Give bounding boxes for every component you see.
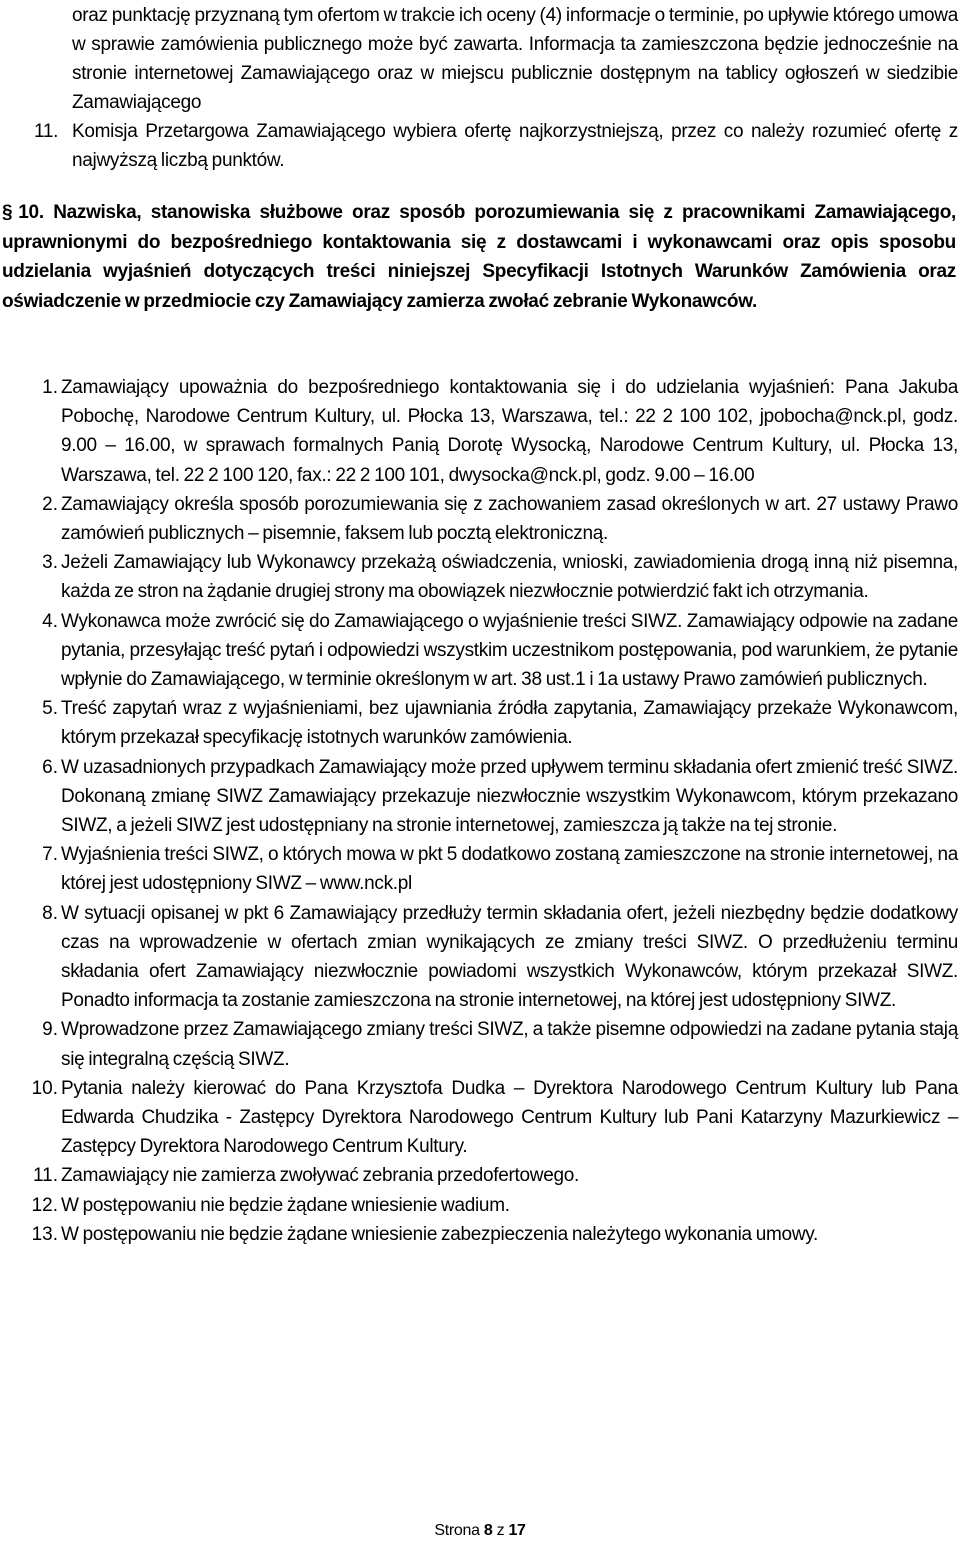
list-item bbox=[0, 548, 958, 606]
list-item-number: 4. bbox=[42, 610, 58, 632]
list-item-number: 9. bbox=[42, 1019, 58, 1041]
list-item-number: 6. bbox=[42, 756, 58, 778]
list-item bbox=[0, 607, 958, 695]
list-item-text: W uzasadnionych przypadkach Zamawiający może przed upływem terminu składania ofert zmienić treść SIWZ. Dokonaną zmianę SIWZ Zamawiający przekazuje niezwłocznie wszystkim Wykonawcom, którym przekazano SIWZ, a jeżeli SIWZ jest udostępniany na stronie internetowej, zamieszcza ją także na tej stronie. bbox=[61, 756, 958, 837]
section-number: 10. bbox=[18, 202, 44, 223]
list-item bbox=[0, 490, 958, 548]
footer-total-pages: 17 bbox=[508, 1522, 526, 1539]
list-item bbox=[0, 899, 958, 1016]
list-item-number: 12. bbox=[31, 1194, 58, 1216]
list-item-number: 5. bbox=[42, 698, 58, 720]
list-item-number: 8. bbox=[42, 902, 58, 924]
list-item-text: Treść zapytań wraz z wyjaśnieniami, bez ujawniania źródła zapytania, Zamawiający przekaże Wykonawcom, którym przekazał specyfikację istotnych warunków zamówienia. bbox=[61, 698, 958, 749]
list-item-text: W sytuacji opisanej w pkt 6 Zamawiający przedłuży termin składania ofert, jeżeli niezbędny będzie dodatkowy czas na wprowadzenie w ofertach zmian wynikających ze zmiany treści SIWZ. O przedłużeniu terminu składania ofert Zamawiający niezwłocznie powiadomi wszystkich Wykonawców, którym przekazał SIWZ. Ponadto informacja ta zostanie zamieszczona na stronie internetowej, na której jest udostępniony SIWZ. bbox=[61, 902, 958, 1012]
list-item-number: 7. bbox=[42, 844, 58, 866]
list-item bbox=[0, 373, 958, 490]
section-sign: § bbox=[2, 202, 13, 223]
list-item bbox=[0, 1074, 958, 1162]
list-item bbox=[0, 1161, 958, 1190]
footer-prefix: Strona bbox=[434, 1522, 480, 1539]
list-item-text: Jeżeli Zamawiający lub Wykonawcy przekażą oświadczenia, wnioski, zawiadomienia drogą inną niż pisemna, każda ze stron na żądanie drugiej strony ma obowiązek niezwłocznie potwierdzić fakt ich otrzymania. bbox=[61, 552, 958, 603]
list-item bbox=[0, 1191, 958, 1220]
prev-list-item bbox=[34, 117, 958, 175]
list-item-number: 3. bbox=[42, 552, 58, 574]
page-footer bbox=[0, 1522, 960, 1540]
list-item-text: Zamawiający nie zamierza zwoływać zebrania przedofertowego. bbox=[61, 1165, 579, 1187]
section-title: Nazwiska, stanowiska służbowe oraz sposób porozumiewania się z pracownikami Zamawiającego, uprawnionymi do bezpośredniego kontaktowania się z dostawcami i wykonawcami oraz opis sposobu udzielania wyjaśnień dotyczących treści niniejszej Specyfikacji Istotnych Warunków Zamówienia oraz oświadczenie w przedmiocie czy Zamawiający zamierza zwołać zebranie Wykonawców. bbox=[2, 202, 956, 312]
list-item-text: Pytania należy kierować do Pana Krzysztofa Dudka – Dyrektora Narodowego Centrum Kultury lub Pana Edwarda Chudzika - Zastępcy Dyrektora Narodowego Centrum Kultury lub Pani Katarzyny Mazurkiewicz – Zastępcy Dyrektora Narodowego Centrum Kultury. bbox=[61, 1077, 958, 1158]
prev-item-number: 11. bbox=[34, 121, 59, 142]
list-item-text: Wyjaśnienia treści SIWZ, o których mowa w pkt 5 dodatkowo zostaną zamieszczone na stronie internetowej, na której jest udostępniony SIWZ – www.nck.pl bbox=[61, 844, 958, 895]
list-item bbox=[0, 1015, 958, 1073]
list-item-text: Wykonawca może zwrócić się do Zamawiającego o wyjaśnienie treści SIWZ. Zamawiający odpowie na zadane pytania, przesyłając treść pytań i odpowiedzi wszystkim uczestnikom postępowania, pod warunkiem, że pytanie wpłynie do Zamawiającego, w terminie określonym w art. 38 ust.1 i 1a ustawy Prawo zamówień publicznych. bbox=[61, 610, 958, 691]
list-item-text: W postępowaniu nie będzie żądane wniesienie zabezpieczenia należytego wykonania umowy. bbox=[61, 1223, 819, 1245]
list-item-text: Zamawiający określa sposób porozumiewania się z zachowaniem zasad określonych w art. 27 ustawy Prawo zamówień publicznych – pisemnie, faksem lub pocztą elektroniczną. bbox=[61, 493, 958, 545]
list-item bbox=[0, 753, 958, 841]
list-item bbox=[0, 1220, 958, 1249]
list-item-number: 10. bbox=[31, 1077, 58, 1099]
list-item-text: W postępowaniu nie będzie żądane wniesienie wadium. bbox=[61, 1194, 510, 1216]
list-item-number: 2. bbox=[42, 493, 58, 515]
section-heading bbox=[2, 198, 956, 316]
list-item-number: 11. bbox=[32, 1165, 58, 1187]
list-item-text: Zamawiający upoważnia do bezpośredniego kontaktowania się i do udzielania wyjaśnień: Pana Jakuba Pobochę, Narodowe Centrum Kultury, ul. Płocka 13, Warszawa, tel.: 22 2 100 102, jpobocha@nck.pl, godz. 9.00 – 16.00, w sprawach formalnych Panią Dorotę Wysocką, Narodowe Centrum Kultury, ul. Płocka 13, Warszawa, tel. 22 2 100 120, fax.: 22 2 100 101, dwysocka@nck.pl, godz. 9.00 – 16.00 bbox=[61, 377, 958, 486]
footer-separator: z bbox=[496, 1522, 505, 1539]
list-item-text: Wprowadzone przez Zamawiającego zmiany treści SIWZ, a także pisemne odpowiedzi na zadane pytania stają się integralną częścią SIWZ. bbox=[61, 1019, 958, 1070]
prev-item-text: Komisja Przetargowa Zamawiającego wybiera ofertę najkorzystniejszą, przez co należy rozumieć ofertę z najwyższą liczbą punktów. bbox=[72, 121, 958, 171]
list-item-number: 13. bbox=[31, 1223, 58, 1245]
continuation-paragraph: oraz punktację przyznaną tym ofertom w trakcie ich oceny (4) informacje o terminie, po upływie którego umowa w sprawie zamówienia publicznego może być zawarta. Informacja ta zamieszczona będzie jednocześnie na stronie internetowej Zamawiającego oraz w miejscu publicznie dostępnym na tablicy ogłoszeń w siedzibie Zamawiającego bbox=[72, 5, 958, 113]
list-item bbox=[0, 694, 958, 752]
numbered-list bbox=[0, 373, 958, 1249]
list-item bbox=[0, 840, 958, 898]
list-item-number: 1. bbox=[42, 377, 58, 398]
footer-page-number: 8 bbox=[483, 1522, 493, 1539]
